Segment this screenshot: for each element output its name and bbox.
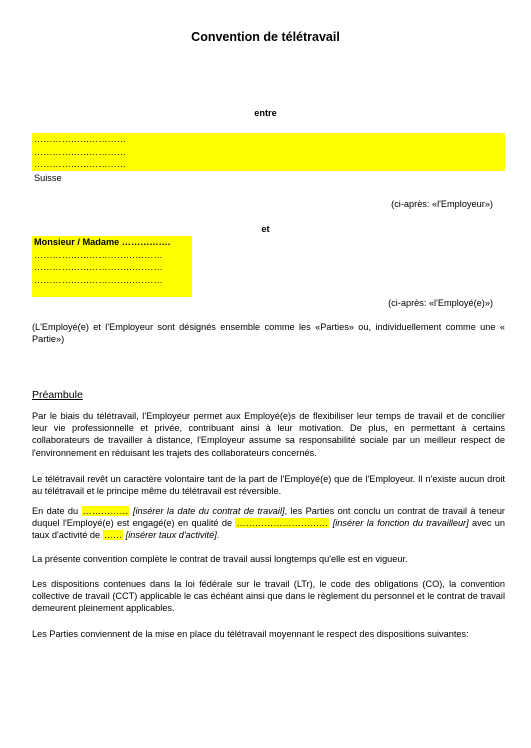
country-label: Suisse [34, 173, 62, 183]
document-title: Convention de télétravail [191, 30, 340, 44]
paragraph-supplement: La présente convention complète le contrat de travail aussi longtemps qu'elle est en vigueur. [32, 554, 408, 564]
employee-address-block [32, 236, 192, 297]
preamble-heading: Préambule [32, 389, 83, 401]
paragraph-telework-purpose: Par le biais du télétravail, l'Employeur permet aux Employé(e)s de flexibiliser leur temps de travail et de concilier leur vie professionnelle et privée, contribuant ainsi à leur motivation. De plus, en permettant à certains collaborateurs de travailler à distance, l'Employeur assume sa responsabilité sociale par un meilleur respect de l'environnement en réduisant les trajets des collaborateurs concernés. [32, 411, 505, 458]
employer-line: ………………………… [34, 134, 126, 144]
function-hint: [insérer la fonction du travailleur] [332, 518, 469, 529]
date-hint: [insérer la date du contrat de travail] [132, 506, 285, 516]
employee-line: …………………………………… [34, 262, 163, 272]
rate-blank: …… [103, 530, 123, 541]
employee-suffix: (ci-après: «l'Employé(e)») [388, 298, 493, 308]
paragraph-agreement: Les Parties conviennent de la mise en place du télétravail moyennant le respect des dispositions suivantes: [32, 629, 469, 639]
employee-line: …………………………………… [34, 249, 163, 260]
employer-address-block [32, 133, 505, 171]
employer-suffix: (ci-après: «l'Employeur») [391, 199, 493, 209]
text-segment: avec un taux d'activité de [32, 518, 505, 541]
date-blank: …………… [82, 506, 129, 516]
text-segment: En date du [32, 506, 82, 516]
paragraph-legal-provisions: Les dispositions contenues dans la loi fédérale sur le travail (LTr), le code des obligations (CO), la convention collective de travail (CCT) applicable le cas échéant ainsi que dans le règlement du personnel et le contrat de travail demeurent pleinement applicables. [32, 579, 505, 614]
text-segment: . [216, 530, 220, 541]
function-blank: ………………………… [236, 518, 329, 529]
employee-name-line: Monsieur / Madame ……………. [34, 237, 171, 247]
rate-hint: [insérer taux d'activité] [125, 530, 217, 541]
employee-line: …………………………………… [34, 274, 163, 285]
employer-line: ………………………… [34, 146, 126, 157]
entre-label: entre [254, 108, 277, 118]
paragraph-contract-details [32, 505, 505, 542]
employer-line: ………………………… [34, 159, 126, 169]
paragraph-voluntary: Le télétravail revêt un caractère volontaire tant de la part de l'Employé(e) que de l'Employeur. Il n'existe aucun droit au télétravail et le principe même du télétravail est réversible. [32, 474, 505, 497]
text-segment: , les Parties ont conclu un contrat de travail à teneur duquel l'Employé(e) est engagé(e) en qualité de [32, 506, 505, 529]
et-label: et [261, 224, 270, 234]
parties-paragraph: (L'Employé(e) et l'Employeur sont désignés ensemble comme les «Parties» ou, individuellement comme une « Partie») [32, 322, 505, 345]
